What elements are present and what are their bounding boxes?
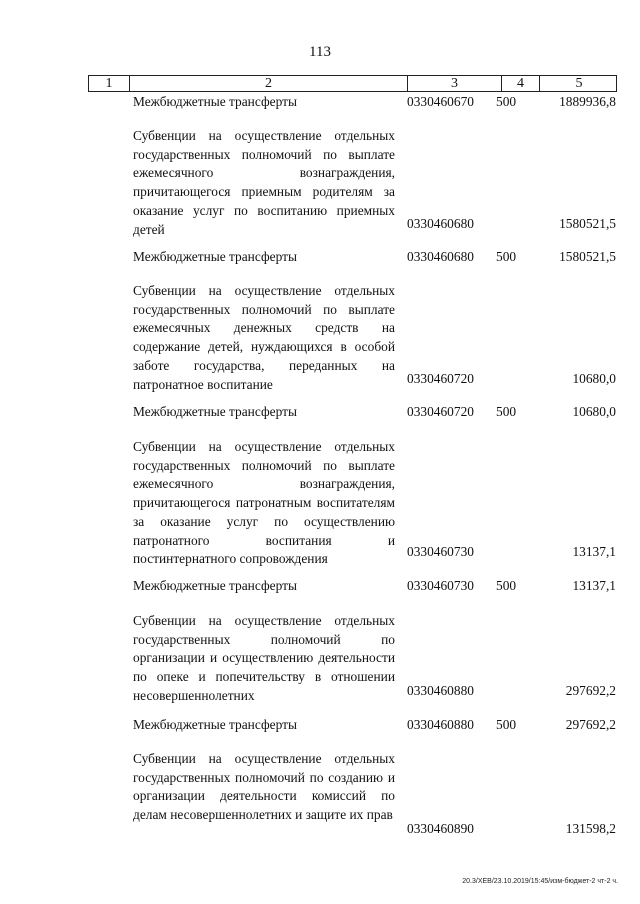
row-amount: 13137,1 [572, 544, 616, 559]
row-amount: 1889936,8 [559, 94, 616, 109]
row-amount: 297692,2 [565, 683, 616, 698]
row-description: Субвенции на осуществление отдельных государственных полномочий по выплате ежемесячных денежных средств на содержание детей, нуждающихся в особой заботе государства, переданных на патронатное воспитание [133, 283, 395, 392]
row-amount: 10680,0 [572, 371, 616, 386]
row-description: Субвенции на осуществление отдельных государственных полномочий по выплате ежемесячного вознаграждения, причитающегося патронатным воспитателям за оказание услуг по осуществлению патронатного воспитания и постинтернатного сопровождения [133, 439, 395, 567]
row-type: 500 [496, 94, 517, 109]
footer-note: 20.3/ХЕВ/23.10.2019/15:45/изм-бюджет-2 чт-2 ч. [462, 878, 618, 885]
row-code: 0330460670 [407, 94, 474, 109]
row-code: 0330460880 [407, 683, 474, 698]
row-description: Межбюджетные трансферты [133, 578, 297, 593]
row-amount: 1580521,5 [559, 216, 616, 231]
header-col-1: 1 [105, 76, 113, 91]
row-code: 0330460720 [407, 404, 474, 419]
row-description: Субвенции на осуществление отдельных государственных полномочий по созданию и организации деятельности комиссий по делам несовершеннолетних и защите их прав [133, 751, 395, 823]
row-amount: 10680,0 [572, 404, 616, 419]
row-amount: 13137,1 [572, 578, 616, 593]
header-col-5: 5 [539, 76, 618, 91]
row-code: 0330460680 [407, 249, 474, 264]
row-amount: 297692,2 [565, 717, 616, 732]
header-col-2: 2 [129, 76, 407, 91]
row-code: 0330460720 [407, 371, 474, 386]
row-description: Субвенции на осуществление отдельных государственных полномочий по организации и осуществлению деятельности по опеке и попечительству в отношении несовершеннолетних [133, 613, 395, 703]
row-description: Субвенции на осуществление отдельных государственных полномочий по выплате ежемесячного вознаграждения, причитающегося приемным родителям за оказание услуг по воспитанию приемных детей [133, 128, 395, 237]
row-type: 500 [496, 404, 517, 419]
row-type: 500 [496, 717, 517, 732]
row-code: 0330460730 [407, 578, 474, 593]
row-amount: 1580521,5 [559, 249, 616, 264]
row-description: Межбюджетные трансферты [133, 717, 297, 732]
table-header [88, 75, 617, 92]
row-code: 0330460680 [407, 216, 474, 231]
header-col-3: 3 [407, 76, 501, 91]
row-type: 500 [496, 249, 517, 264]
row-code: 0330460890 [407, 821, 474, 836]
row-type: 500 [496, 578, 517, 593]
row-description: Межбюджетные трансферты [133, 404, 297, 419]
row-description: Межбюджетные трансферты [133, 94, 297, 109]
header-col-4: 4 [501, 76, 539, 91]
row-code: 0330460730 [407, 544, 474, 559]
row-amount: 131598,2 [565, 821, 616, 836]
page-number: 113 [309, 44, 331, 60]
row-description: Межбюджетные трансферты [133, 249, 297, 264]
row-code: 0330460880 [407, 717, 474, 732]
